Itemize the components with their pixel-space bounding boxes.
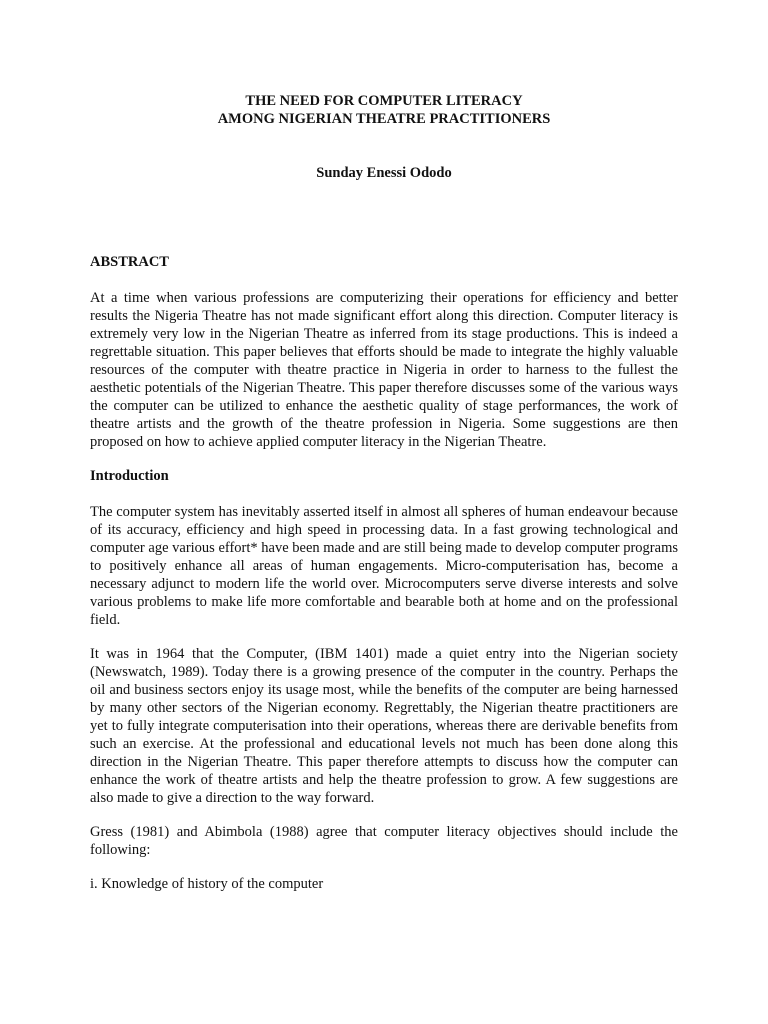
paper-title-line-2: AMONG NIGERIAN THEATRE PRACTITIONERS [217,111,551,127]
introduction-heading: Introduction [90,468,169,484]
introduction-paragraph-3: Gress (1981) and Abimbola (1988) agree that computer literacy objectives should include the following: [90,824,678,858]
list-item: i. Knowledge of history of the computer [90,876,324,892]
introduction-paragraph-1: The computer system has inevitably asserted itself in almost all spheres of human endeavour because of its accuracy, efficiency and high speed in processing data. In a fast growing technological and computer age various effort* have been made and are still being made to develop computer programs to positively enhance all areas of human engagements. Micro-computerisation has, become a necessary adjunct to modern life the world over. Microcomputers serve diverse interests and solve various problems to make life more comfortable and bearable both at home and on the professional field. [90,504,678,628]
author-name: Sunday Enessi Ododo [316,165,452,181]
abstract-heading: ABSTRACT [90,254,169,270]
paper-title [0,92,768,128]
paper-title-line-1: THE NEED FOR COMPUTER LITERACY [245,93,523,109]
abstract-text: At a time when various professions are computerizing their operations for efficiency and better results the Nigeria Theatre has not made significant effort along this direction. Computer literacy is extremely very low in the Nigerian Theatre as inferred from its stage productions. This is indeed a regrettable situation. This paper believes that efforts should be made to integrate the highly valuable resources of the computer with theatre practice in Nigeria in order to harness to the fullest the aesthetic potentials of the Nigerian Theatre. This paper therefore discusses some of the various ways the computer can be utilized to enhance the aesthetic quality of stage performances, the work of theatre artists and the growth of the theatre profession in Nigeria. Some suggestions are then proposed on how to achieve applied computer literacy in the Nigerian Theatre. [90,290,678,450]
introduction-paragraph-2: It was in 1964 that the Computer, (IBM 1401) made a quiet entry into the Nigerian society (Newswatch, 1989). Today there is a growing presence of the computer in the country. Perhaps the oil and business sectors enjoy its usage most, while the benefits of the computer are being harnessed by many other sectors of the Nigerian economy. Regrettably, the Nigerian theatre practitioners are yet to fully integrate computerisation into their operations, whereas there are derivable benefits from such an exercise. At the professional and educational levels not much has been done along this direction in the Nigerian Theatre. This paper therefore attempts to discuss how the computer can enhance the work of theatre artists and help the theatre profession to grow. A few suggestions are also made to give a direction to the way forward. [90,646,678,806]
paper-body [90,253,678,893]
